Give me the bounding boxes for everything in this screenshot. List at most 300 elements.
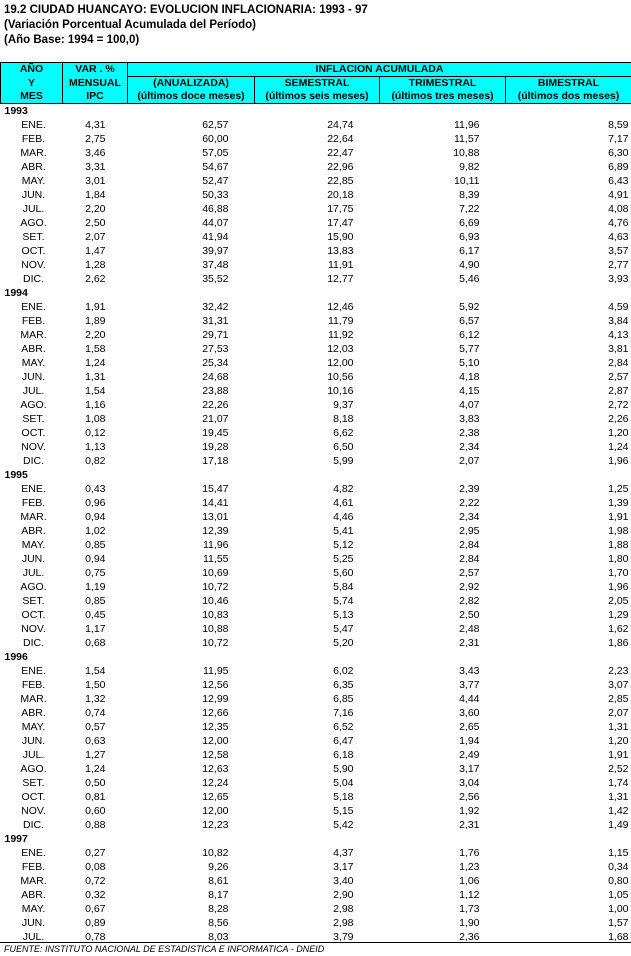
value-cell: 2,49 xyxy=(459,749,480,761)
table-row xyxy=(1,692,631,706)
value-cell: 13,83 xyxy=(327,245,354,257)
value-cell: 24,74 xyxy=(327,119,354,131)
value-cell: 9,26 xyxy=(208,861,229,873)
empty-cell xyxy=(255,286,380,300)
value-cell: 1,54 xyxy=(85,665,106,677)
value-cell: 2,57 xyxy=(608,371,629,383)
value-cell: 1,15 xyxy=(608,847,629,859)
value-cell: 8,59 xyxy=(608,119,629,131)
value-cell: 35,52 xyxy=(202,273,229,285)
empty-cell xyxy=(63,104,128,119)
table-row xyxy=(1,720,631,734)
table-row xyxy=(1,846,631,860)
value-cell: 1,28 xyxy=(85,259,106,271)
empty-cell xyxy=(128,468,255,482)
header-bimestral: BIMESTRAL xyxy=(506,77,631,91)
value-cell: 0,72 xyxy=(85,875,106,887)
value-cell: 24,68 xyxy=(202,371,229,383)
value-cell: 2,50 xyxy=(459,609,480,621)
value-cell: 1,58 xyxy=(85,343,106,355)
value-cell: 6,69 xyxy=(459,217,480,229)
table-row xyxy=(1,664,631,678)
value-cell: 4,61 xyxy=(333,497,354,509)
empty-cell xyxy=(380,832,506,846)
value-cell: 0,68 xyxy=(85,637,106,649)
value-cell: 1,08 xyxy=(85,413,106,425)
value-cell: 1,20 xyxy=(608,735,629,747)
value-cell: 17,18 xyxy=(202,455,229,467)
value-cell: 1,16 xyxy=(85,399,106,411)
value-cell: 5,20 xyxy=(333,637,354,649)
value-cell: 6,57 xyxy=(459,315,480,327)
value-cell: 2,52 xyxy=(608,763,629,775)
month-cell: DIC. xyxy=(23,637,44,649)
month-cell: MAY. xyxy=(21,539,46,551)
month-cell: NOV. xyxy=(21,623,46,635)
value-cell: 1,05 xyxy=(608,889,629,901)
value-cell: 0,34 xyxy=(608,861,629,873)
value-cell: 3,93 xyxy=(608,273,629,285)
value-cell: 1,96 xyxy=(608,455,629,467)
table-row xyxy=(1,818,631,832)
value-cell: 1,32 xyxy=(85,693,106,705)
table-row xyxy=(1,188,631,202)
value-cell: 20,18 xyxy=(327,189,354,201)
value-cell: 2,84 xyxy=(459,553,480,565)
year-row xyxy=(1,468,631,482)
table-header xyxy=(1,63,631,104)
value-cell: 2,82 xyxy=(459,595,480,607)
month-cell: FEB. xyxy=(21,679,46,691)
empty-cell xyxy=(380,286,506,300)
value-cell: 12,46 xyxy=(327,301,354,313)
value-cell: 8,18 xyxy=(333,413,354,425)
value-cell: 1,88 xyxy=(608,539,629,551)
value-cell: 2,98 xyxy=(333,917,354,929)
table-row xyxy=(1,804,631,818)
value-cell: 3,40 xyxy=(333,875,354,887)
value-cell: 2,07 xyxy=(85,231,106,243)
value-cell: 2,77 xyxy=(608,259,629,271)
value-cell: 12,24 xyxy=(202,777,229,789)
year-label: 1997 xyxy=(4,833,28,845)
value-cell: 1,39 xyxy=(608,497,629,509)
value-cell: 0,96 xyxy=(85,497,106,509)
table-row xyxy=(1,580,631,594)
value-cell: 46,88 xyxy=(202,203,229,215)
month-cell: OCT. xyxy=(21,609,46,621)
value-cell: 0,94 xyxy=(85,511,106,523)
value-cell: 2,72 xyxy=(608,399,629,411)
month-cell: MAR. xyxy=(20,693,47,705)
value-cell: 25,34 xyxy=(202,357,229,369)
source-footnote: FUENTE: INSTITUTO NACIONAL DE ESTADISTICA E INFORMATICA - DNEID xyxy=(4,944,325,954)
value-cell: 2,48 xyxy=(459,623,480,635)
value-cell: 1,62 xyxy=(608,623,629,635)
value-cell: 1,94 xyxy=(459,735,480,747)
value-cell: 5,42 xyxy=(333,819,354,831)
month-cell: JUN. xyxy=(21,189,46,201)
month-cell: ABR. xyxy=(21,525,46,537)
value-cell: 2,34 xyxy=(459,441,480,453)
table-row xyxy=(1,524,631,538)
year-label: 1995 xyxy=(4,469,28,481)
table-row xyxy=(1,342,631,356)
month-cell: MAR. xyxy=(20,147,47,159)
value-cell: 6,50 xyxy=(333,441,354,453)
subtitle-base-year: (Año Base: 1994 = 100,0) xyxy=(4,34,140,46)
value-cell: 1,54 xyxy=(85,385,106,397)
table-row xyxy=(1,258,631,272)
value-cell: 4,76 xyxy=(608,217,629,229)
value-cell: 3,77 xyxy=(459,679,480,691)
value-cell: 60,00 xyxy=(202,133,229,145)
value-cell: 22,47 xyxy=(327,147,354,159)
value-cell: 3,04 xyxy=(459,777,480,789)
value-cell: 1,96 xyxy=(608,581,629,593)
value-cell: 4,31 xyxy=(85,119,106,131)
value-cell: 1,73 xyxy=(459,903,480,915)
value-cell: 1,13 xyxy=(85,441,106,453)
inflation-table xyxy=(0,62,631,944)
value-cell: 62,57 xyxy=(202,119,229,131)
value-cell: 2,98 xyxy=(333,903,354,915)
value-cell: 3,17 xyxy=(333,861,354,873)
empty-cell xyxy=(380,468,506,482)
value-cell: 5,84 xyxy=(333,581,354,593)
table-row xyxy=(1,356,631,370)
value-cell: 39,97 xyxy=(202,245,229,257)
value-cell: 12,99 xyxy=(202,693,229,705)
value-cell: 2,05 xyxy=(608,595,629,607)
header-trimestral: TRIMESTRAL xyxy=(380,77,506,91)
value-cell: 3,84 xyxy=(608,315,629,327)
value-cell: 0,60 xyxy=(85,805,106,817)
table-row xyxy=(1,538,631,552)
table-row xyxy=(1,230,631,244)
value-cell: 3,17 xyxy=(459,763,480,775)
empty-cell xyxy=(506,286,631,300)
table-row xyxy=(1,216,631,230)
table-row xyxy=(1,706,631,720)
year-row xyxy=(1,832,631,846)
month-cell: JUL. xyxy=(22,931,45,943)
table-row xyxy=(1,314,631,328)
value-cell: 11,92 xyxy=(328,329,354,341)
value-cell: 2,65 xyxy=(459,721,480,733)
table-row xyxy=(1,510,631,524)
value-cell: 3,83 xyxy=(459,413,480,425)
value-cell: 50,33 xyxy=(202,189,229,201)
value-cell: 4,90 xyxy=(459,259,480,271)
value-cell: 0,57 xyxy=(85,721,106,733)
value-cell: 12,56 xyxy=(202,679,229,691)
table-row xyxy=(1,622,631,636)
month-cell: FEB. xyxy=(21,861,46,873)
value-cell: 1,17 xyxy=(85,623,106,635)
empty-cell xyxy=(63,650,128,664)
value-cell: 54,67 xyxy=(202,161,229,173)
value-cell: 5,90 xyxy=(333,763,354,775)
value-cell: 3,43 xyxy=(459,665,480,677)
value-cell: 1,24 xyxy=(608,441,629,453)
value-cell: 3,31 xyxy=(85,161,106,173)
value-cell: 8,28 xyxy=(208,903,229,915)
month-cell: OCT. xyxy=(21,245,46,257)
empty-cell xyxy=(63,286,128,300)
value-cell: 12,66 xyxy=(202,707,229,719)
table-row xyxy=(1,748,631,762)
value-cell: 1,89 xyxy=(85,315,106,327)
value-cell: 1,91 xyxy=(85,301,106,313)
value-cell: 1,02 xyxy=(85,525,106,537)
table-row xyxy=(1,790,631,804)
value-cell: 13,01 xyxy=(202,511,229,523)
value-cell: 41,94 xyxy=(202,231,229,243)
header-ultimos-tres: (últimos tres meses) xyxy=(380,90,506,104)
value-cell: 2,62 xyxy=(85,273,106,285)
value-cell: 1,29 xyxy=(608,609,629,621)
month-cell: SET. xyxy=(22,595,45,607)
value-cell: 12,63 xyxy=(202,763,229,775)
value-cell: 11,55 xyxy=(203,553,229,565)
value-cell: 10,72 xyxy=(202,637,229,649)
value-cell: 0,85 xyxy=(85,539,106,551)
value-cell: 1,84 xyxy=(85,189,106,201)
value-cell: 3,81 xyxy=(608,343,629,355)
value-cell: 6,02 xyxy=(333,665,354,677)
value-cell: 8,39 xyxy=(459,189,480,201)
value-cell: 0,45 xyxy=(85,609,106,621)
month-cell: MAR. xyxy=(20,875,47,887)
value-cell: 0,80 xyxy=(608,875,629,887)
header-anio: AÑO xyxy=(1,63,63,77)
value-cell: 2,75 xyxy=(85,133,106,145)
value-cell: 5,60 xyxy=(333,567,354,579)
value-cell: 14,41 xyxy=(202,497,229,509)
header-inflacion-acumulada: INFLACION ACUMULADA xyxy=(128,63,631,77)
month-cell: JUL. xyxy=(22,203,45,215)
value-cell: 5,25 xyxy=(333,553,354,565)
value-cell: 6,52 xyxy=(333,721,354,733)
value-cell: 11,96 xyxy=(454,119,480,131)
month-cell: ENE. xyxy=(21,483,46,495)
value-cell: 0,63 xyxy=(85,735,106,747)
month-cell: ENE. xyxy=(21,665,46,677)
table-row xyxy=(1,174,631,188)
table-row xyxy=(1,496,631,510)
month-cell: OCT. xyxy=(21,427,46,439)
value-cell: 2,23 xyxy=(608,665,629,677)
value-cell: 10,56 xyxy=(327,371,354,383)
value-cell: 6,17 xyxy=(459,245,480,257)
value-cell: 4,13 xyxy=(608,329,629,341)
value-cell: 9,37 xyxy=(333,399,354,411)
value-cell: 12,58 xyxy=(202,749,229,761)
value-cell: 1,50 xyxy=(85,679,106,691)
table-row xyxy=(1,328,631,342)
table-row xyxy=(1,300,631,314)
value-cell: 10,83 xyxy=(202,609,229,621)
value-cell: 2,84 xyxy=(608,357,629,369)
subtitle-variation: (Variación Porcentual Acumulada del Período) xyxy=(4,19,256,31)
value-cell: 22,85 xyxy=(327,175,354,187)
value-cell: 2,50 xyxy=(85,217,106,229)
value-cell: 2,20 xyxy=(85,203,106,215)
month-cell: JUL. xyxy=(22,567,45,579)
value-cell: 0,94 xyxy=(85,553,106,565)
table-row xyxy=(1,762,631,776)
value-cell: 23,88 xyxy=(202,385,229,397)
value-cell: 1,20 xyxy=(608,427,629,439)
value-cell: 6,43 xyxy=(608,175,629,187)
value-cell: 5,46 xyxy=(459,273,480,285)
value-cell: 10,88 xyxy=(453,147,480,159)
table-row xyxy=(1,678,631,692)
value-cell: 4,59 xyxy=(608,301,629,313)
month-cell: MAR. xyxy=(20,329,47,341)
month-cell: FEB. xyxy=(21,497,46,509)
empty-cell xyxy=(506,650,631,664)
value-cell: 2,90 xyxy=(333,889,354,901)
table-row xyxy=(1,202,631,216)
month-cell: DIC. xyxy=(23,273,44,285)
month-cell: AGO. xyxy=(20,217,47,229)
value-cell: 2,07 xyxy=(608,707,629,719)
table-row xyxy=(1,146,631,160)
table-row xyxy=(1,160,631,174)
table-row xyxy=(1,776,631,790)
empty-cell xyxy=(255,650,380,664)
table-row xyxy=(1,902,631,916)
value-cell: 12,65 xyxy=(202,791,229,803)
value-cell: 7,16 xyxy=(333,707,354,719)
year-row xyxy=(1,650,631,664)
value-cell: 5,99 xyxy=(333,455,354,467)
value-cell: 4,44 xyxy=(459,693,480,705)
value-cell: 19,45 xyxy=(202,427,229,439)
value-cell: 10,46 xyxy=(202,595,229,607)
value-cell: 6,18 xyxy=(333,749,354,761)
empty-cell xyxy=(255,832,380,846)
table-row xyxy=(1,454,631,468)
value-cell: 0,32 xyxy=(85,889,106,901)
month-cell: ABR. xyxy=(21,161,46,173)
value-cell: 2,07 xyxy=(459,455,480,467)
table-row xyxy=(1,608,631,622)
value-cell: 2,56 xyxy=(459,791,480,803)
value-cell: 2,39 xyxy=(459,483,480,495)
month-cell: NOV. xyxy=(21,441,46,453)
value-cell: 0,82 xyxy=(85,455,106,467)
value-cell: 10,11 xyxy=(454,175,480,187)
empty-cell xyxy=(255,104,380,119)
month-cell: ENE. xyxy=(21,847,46,859)
value-cell: 11,91 xyxy=(328,259,354,271)
value-cell: 0,43 xyxy=(85,483,106,495)
value-cell: 3,79 xyxy=(333,931,354,943)
value-cell: 22,26 xyxy=(202,399,229,411)
month-cell: SET. xyxy=(22,231,45,243)
table-row xyxy=(1,552,631,566)
value-cell: 5,92 xyxy=(459,301,480,313)
table-row xyxy=(1,860,631,874)
value-cell: 4,46 xyxy=(333,511,354,523)
table-row xyxy=(1,566,631,580)
value-cell: 10,69 xyxy=(202,567,229,579)
value-cell: 2,95 xyxy=(459,525,480,537)
value-cell: 1,76 xyxy=(459,847,480,859)
header-mensual: MENSUAL xyxy=(63,77,128,91)
value-cell: 5,47 xyxy=(333,623,354,635)
value-cell: 0,85 xyxy=(85,595,106,607)
value-cell: 0,27 xyxy=(85,847,106,859)
value-cell: 1,24 xyxy=(85,763,106,775)
table-row xyxy=(1,398,631,412)
header-anualizada: (ANUALIZADA) xyxy=(128,77,255,91)
value-cell: 4,18 xyxy=(459,371,480,383)
empty-cell xyxy=(128,832,255,846)
value-cell: 21,07 xyxy=(202,413,229,425)
value-cell: 6,85 xyxy=(333,693,354,705)
value-cell: 6,12 xyxy=(459,329,480,341)
month-cell: OCT. xyxy=(21,791,46,803)
month-cell: ABR. xyxy=(21,889,46,901)
table-row xyxy=(1,734,631,748)
month-cell: ABR. xyxy=(21,343,46,355)
header-ultimos-doce: (últimos doce meses) xyxy=(128,90,255,104)
value-cell: 31,31 xyxy=(202,315,229,327)
year-label: 1993 xyxy=(4,105,28,117)
value-cell: 4,91 xyxy=(608,189,629,201)
value-cell: 12,23 xyxy=(202,819,229,831)
value-cell: 10,82 xyxy=(202,847,229,859)
value-cell: 10,88 xyxy=(202,623,229,635)
month-cell: JUL. xyxy=(22,385,45,397)
value-cell: 2,31 xyxy=(459,637,480,649)
month-cell: NOV. xyxy=(21,259,46,271)
value-cell: 1,91 xyxy=(608,511,629,523)
value-cell: 0,74 xyxy=(85,707,106,719)
value-cell: 37,48 xyxy=(202,259,229,271)
month-cell: JUL. xyxy=(22,749,45,761)
header-mes: MES xyxy=(1,90,63,104)
value-cell: 7,17 xyxy=(608,133,629,145)
value-cell: 6,62 xyxy=(333,427,354,439)
value-cell: 0,08 xyxy=(85,861,106,873)
month-cell: ENE. xyxy=(21,119,46,131)
year-label: 1996 xyxy=(4,651,28,663)
month-cell: MAR. xyxy=(20,511,47,523)
value-cell: 1,74 xyxy=(608,777,629,789)
month-cell: JUN. xyxy=(21,917,46,929)
value-cell: 0,67 xyxy=(85,903,106,915)
value-cell: 0,88 xyxy=(85,819,106,831)
value-cell: 8,61 xyxy=(208,875,229,887)
value-cell: 1,31 xyxy=(608,721,629,733)
value-cell: 1,92 xyxy=(459,805,480,817)
value-cell: 1,90 xyxy=(459,917,480,929)
value-cell: 6,93 xyxy=(459,231,480,243)
value-cell: 0,81 xyxy=(85,791,106,803)
value-cell: 17,75 xyxy=(327,203,354,215)
value-cell: 2,36 xyxy=(459,931,480,943)
value-cell: 3,07 xyxy=(608,679,629,691)
value-cell: 1,49 xyxy=(608,819,629,831)
value-cell: 2,92 xyxy=(459,581,480,593)
value-cell: 2,22 xyxy=(459,497,480,509)
table-row xyxy=(1,244,631,258)
